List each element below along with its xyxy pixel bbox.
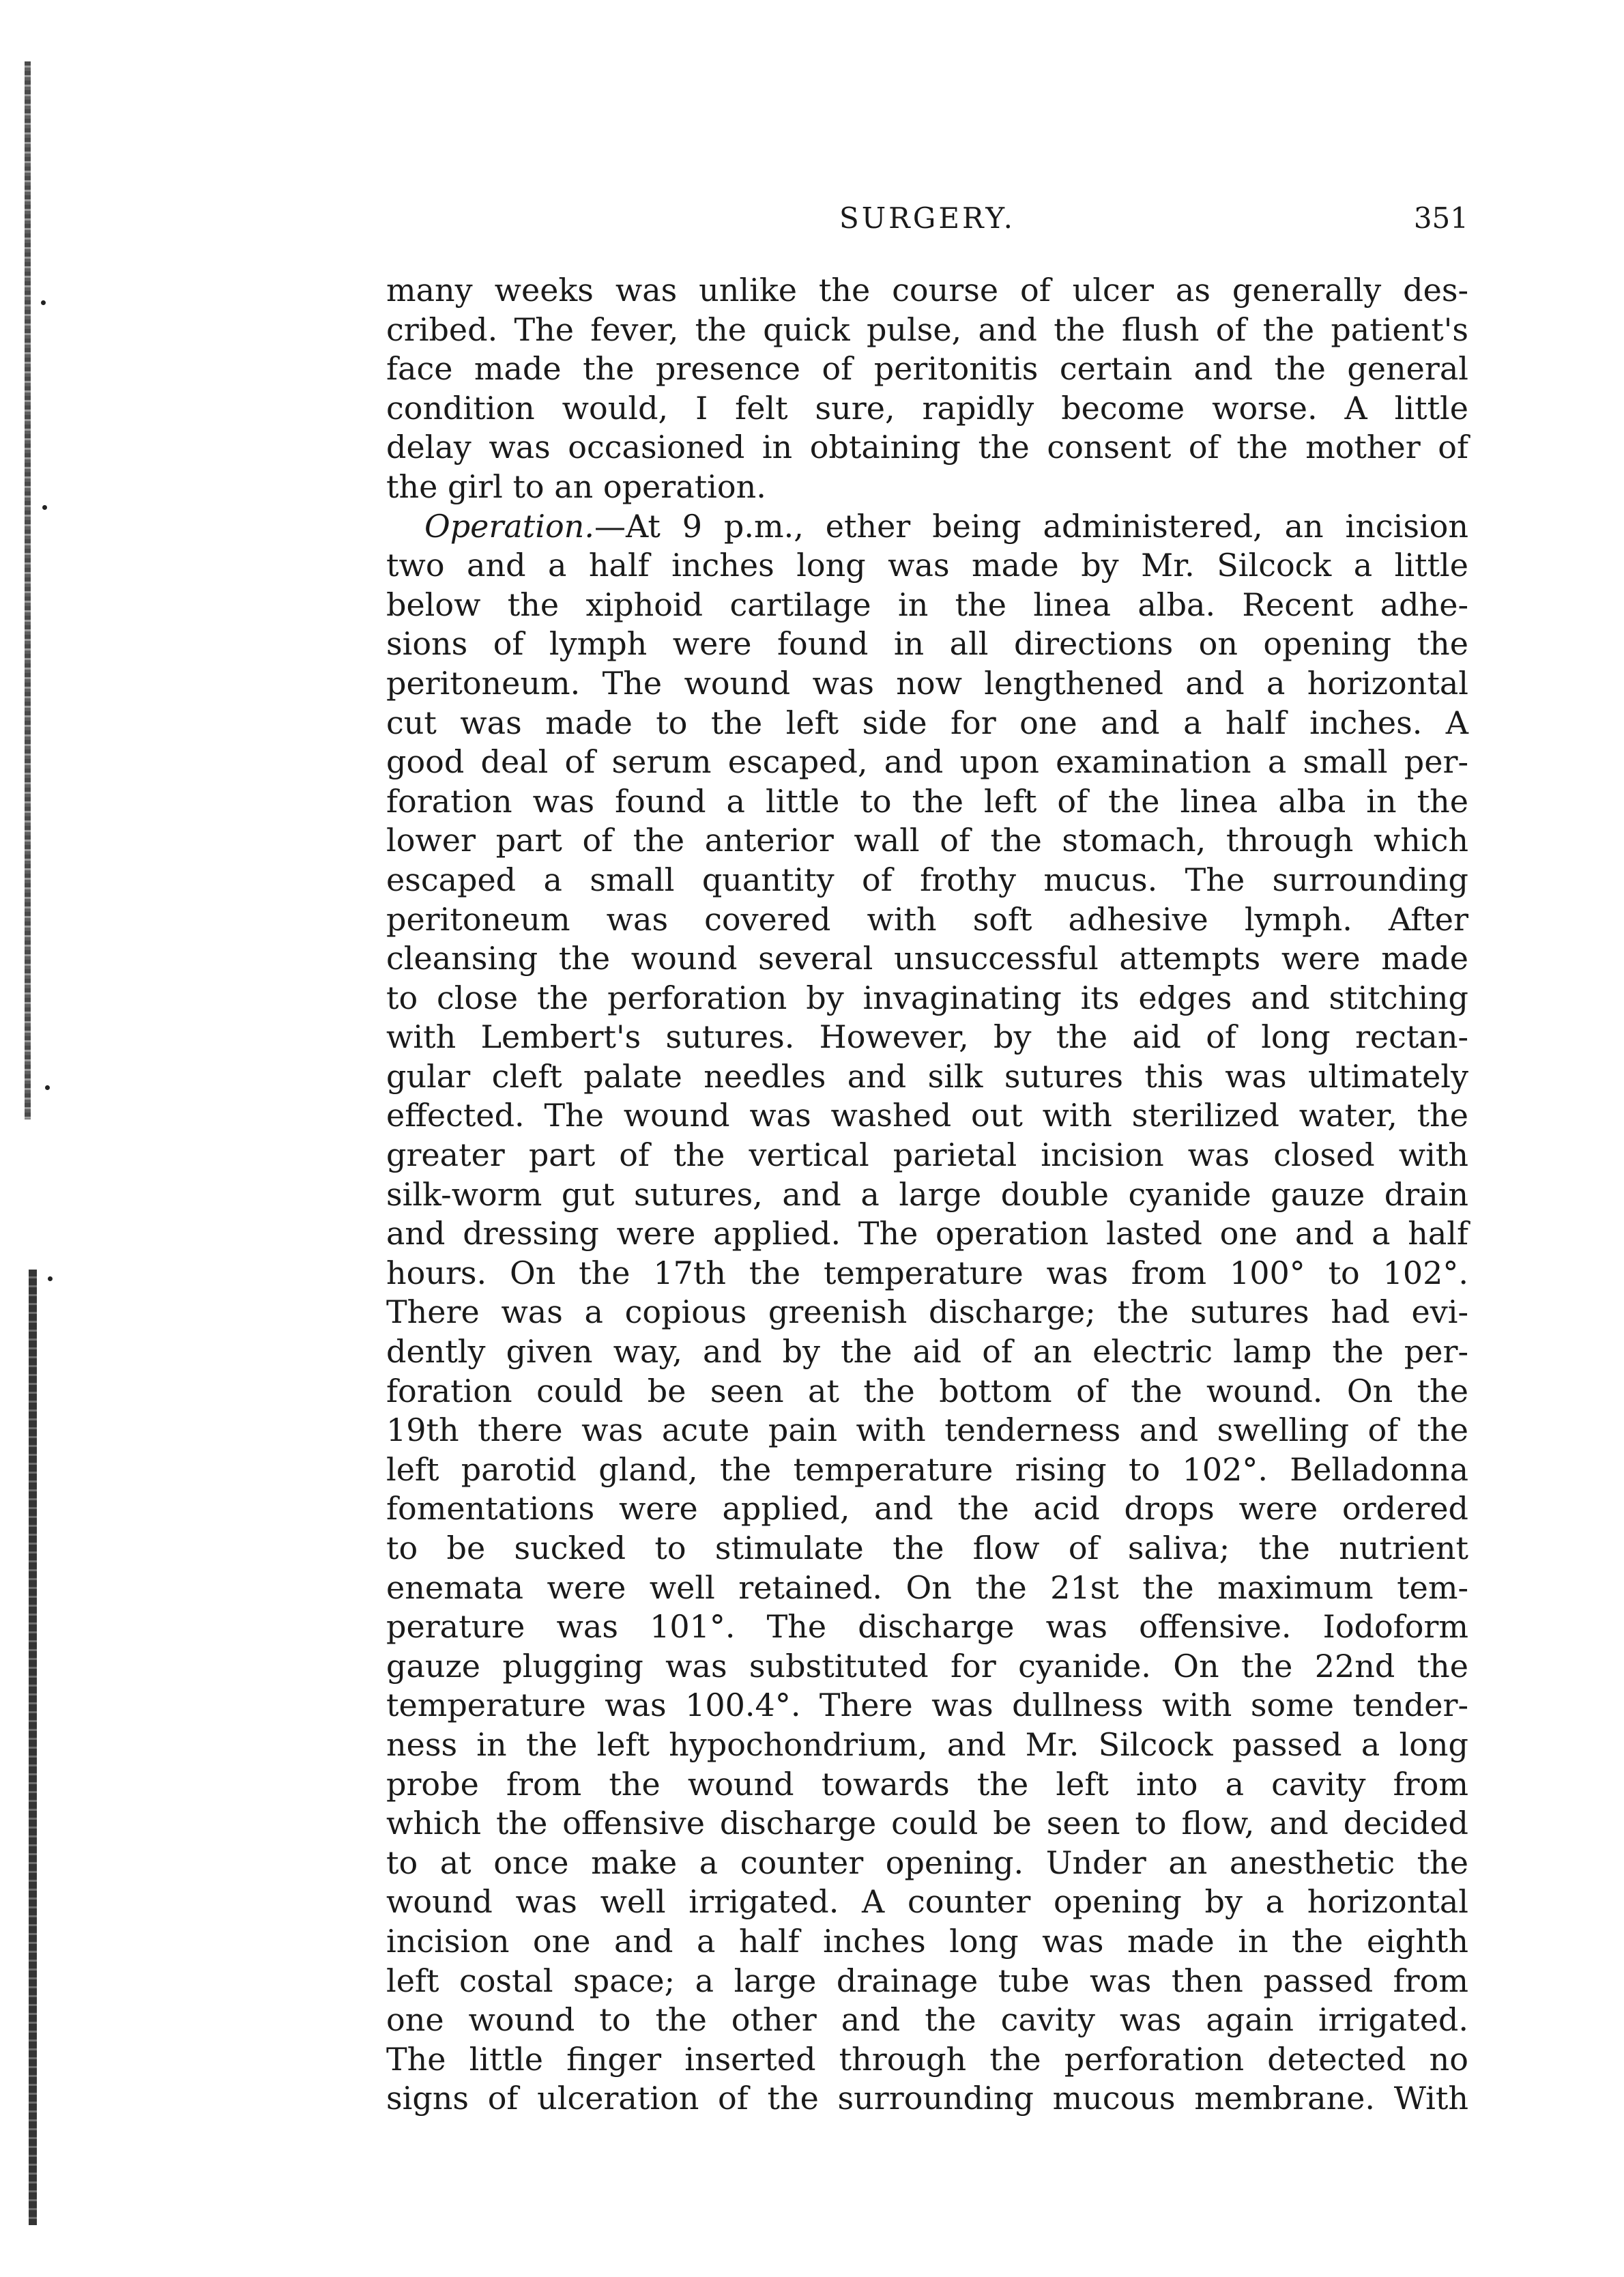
body-text	[386, 271, 1468, 2119]
text-line: which the offensive discharge could be seen to flow, and decided	[386, 1805, 1468, 1842]
text-line: fomentations were applied, and the acid drops were ordered	[386, 1490, 1468, 1528]
text-line: two and a half inches long was made by Mr. Silcock a little	[386, 547, 1468, 584]
text-line: 19th there was acute pain with tenderness and swelling of the	[386, 1412, 1468, 1449]
binding-edge-upper	[25, 61, 31, 1119]
page-number: 351	[1413, 201, 1468, 235]
text-line: peritoneum was covered with soft adhesive lymph. After	[386, 900, 1468, 938]
binding-edge-lower	[29, 1270, 37, 2225]
text-line: one wound to the other and the cavity was again irrigated.	[386, 2001, 1468, 2039]
text-line: to at once make a counter opening. Under an anesthetic the	[386, 1844, 1468, 1881]
text-line: peritoneum. The wound was now lengthened and a horizontal	[386, 664, 1468, 702]
text-line: hours. On the 17th the temperature was from 100° to 102°.	[386, 1254, 1468, 1291]
text-line: delay was occasioned in obtaining the consent of the mother of	[386, 429, 1468, 466]
text-line: silk-worm gut sutures, and a large double cyanide gauze drain	[386, 1175, 1468, 1213]
text-line: face made the presence of peritonitis certain and the general	[386, 350, 1468, 388]
text-line: signs of ulceration of the surrounding mucous membrane. With	[386, 2080, 1468, 2117]
text-line: cribed. The fever, the quick pulse, and the flush of the patient's	[386, 311, 1468, 348]
text-line: incision one and a half inches long was made in the eighth	[386, 1922, 1468, 1960]
text-line: with Lembert's sutures. However, by the aid of long rectan-	[386, 1018, 1468, 1056]
text-line: left costal space; a large drainage tube was then passed from	[386, 1962, 1468, 1999]
text-line: escaped a small quantity of frothy mucus. The surrounding	[386, 861, 1468, 898]
text-line: cleansing the wound several unsuccessful attempts were made	[386, 940, 1468, 977]
operation-heading: Operation.	[424, 507, 594, 545]
text-line: and dressing were applied. The operation lasted one and a half	[386, 1215, 1468, 1252]
text-line: the girl to an operation.	[386, 468, 766, 505]
text-line: to close the perforation by invaginating its edges and stitching	[386, 979, 1468, 1016]
text-line: gauze plugging was substituted for cyanide. On the 22nd the	[386, 1647, 1468, 1685]
text-line: left parotid gland, the temperature rising to 102°. Belladonna	[386, 1450, 1468, 1488]
text-line: lower part of the anterior wall of the stomach, through which	[386, 822, 1468, 859]
text-line: many weeks was unlike the course of ulcer as generally des-	[386, 272, 1468, 309]
text-line: ness in the left hypochondrium, and Mr. Silcock passed a long	[386, 1725, 1468, 1763]
text-line: sions of lymph were found in all directions on opening the	[386, 625, 1468, 663]
text-line: to be sucked to stimulate the flow of saliva; the nutrient	[386, 1530, 1468, 1566]
scan-speck	[45, 1085, 50, 1090]
text-line: wound was well irrigated. A counter opening by a horizontal	[386, 1883, 1468, 1921]
scan-speck	[41, 300, 46, 305]
text-line: dently given way, and by the aid of an electric lamp the per-	[386, 1333, 1468, 1371]
text-line: condition would, I felt sure, rapidly become worse. A little	[386, 389, 1468, 427]
text-line: gular cleft palate needles and silk sutures this was ultimately	[386, 1057, 1468, 1095]
text-line: The little finger inserted through the perforation detected no	[386, 2040, 1468, 2078]
text-line: effected. The wound was washed out with sterilized water, the	[386, 1097, 1468, 1134]
text-line: foration could be seen at the bottom of the wound. On the	[386, 1372, 1468, 1409]
operation-paragraph-start	[386, 507, 1468, 547]
text-line: foration was found a little to the left of the linea alba in the	[386, 782, 1468, 820]
scan-speck	[48, 1276, 53, 1281]
text-line: There was a copious greenish discharge; the sutures had evi-	[386, 1293, 1468, 1331]
running-head: SURGERY.	[839, 201, 1015, 235]
text-line: greater part of the vertical parietal incision was closed with	[386, 1136, 1468, 1174]
operation-line-text: —At 9 p.m., ether being administered, an incision	[594, 507, 1468, 545]
text-line: below the xiphoid cartilage in the linea alba. Recent adhe-	[386, 586, 1468, 623]
text-line: good deal of serum escaped, and upon examination a small per-	[386, 743, 1468, 781]
text-line: perature was 101°. The discharge was offensive. Iodoform	[386, 1608, 1468, 1646]
page-header	[386, 198, 1468, 253]
text-line: cut was made to the left side for one and a half inches. A	[386, 704, 1468, 741]
text-line: temperature was 100.4°. There was dullness with some tender-	[386, 1687, 1468, 1724]
text-line: probe from the wound towards the left into a cavity from	[386, 1765, 1468, 1803]
scan-speck	[42, 505, 47, 510]
text-line: enemata were well retained. On the 21st the maximum tem-	[386, 1569, 1468, 1606]
